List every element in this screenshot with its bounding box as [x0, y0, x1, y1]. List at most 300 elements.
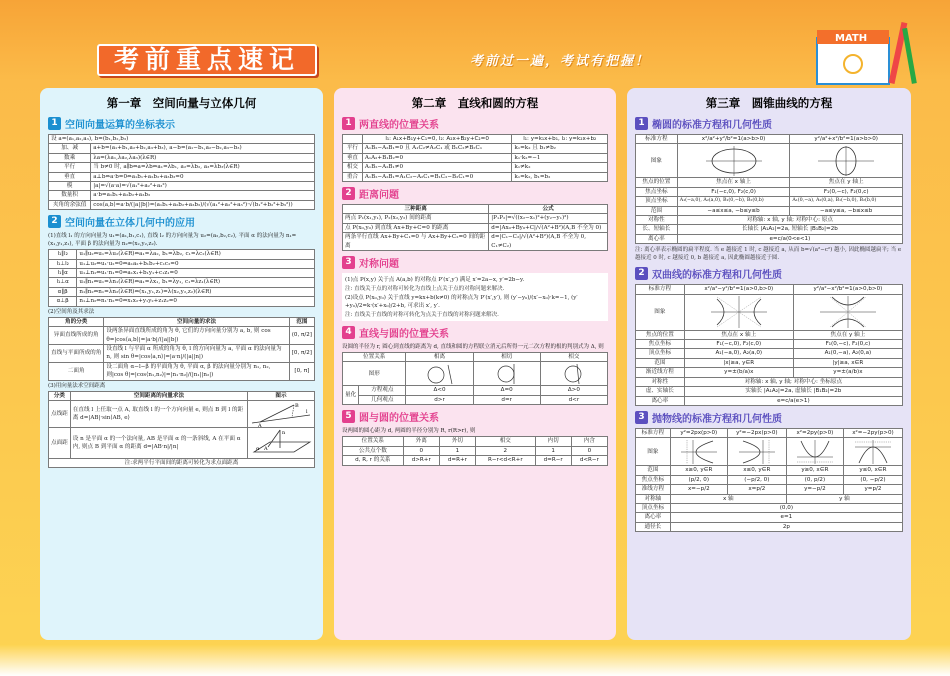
space-distance-table — [48, 391, 315, 469]
col-header: 位置关系 — [343, 437, 404, 446]
table-row — [343, 144, 608, 153]
row-value: d<R−r — [571, 456, 607, 465]
row-value: y=p/2 — [843, 485, 902, 494]
parabola-up-diagram — [795, 439, 835, 465]
ch2-section5-number: 5 — [342, 410, 355, 423]
row-label: 范围 — [636, 358, 685, 367]
row-label: 对称性 — [636, 216, 678, 225]
table-row — [49, 191, 315, 200]
row-value: y=±(a/b)x — [793, 368, 902, 377]
row-value: 对称轴: x 轴, y 轴; 对称中心: 原点 — [677, 216, 902, 225]
row-label: 渐近线方程 — [636, 368, 685, 377]
table-row — [636, 513, 903, 522]
col-header: 公式 — [489, 205, 608, 214]
table-header-row — [49, 391, 315, 400]
table-header-row — [636, 135, 903, 144]
row-label: 平行 — [49, 163, 91, 172]
row-label: 顶点坐标 — [636, 349, 685, 358]
vector-table-head: 设 a=(a₁,a₂,a₃), b=(b₁,b₂,b₃) — [49, 135, 315, 144]
ch1-section2-number: 2 — [48, 215, 61, 228]
row-label: 数量积 — [49, 191, 91, 200]
table-header-row — [343, 135, 608, 144]
table-row — [636, 387, 903, 396]
col-header: 标准方程 — [636, 428, 671, 437]
ch1-section2-header — [48, 214, 315, 229]
table-header-row — [49, 317, 315, 326]
row-value: (−p/2, 0) — [727, 475, 786, 484]
vector-coordinate-table — [48, 134, 315, 210]
table-row — [636, 178, 903, 187]
line-circle-table — [342, 352, 608, 405]
row-value: (0,0) — [670, 503, 902, 512]
row-value: d=|Ax₀+By₀+C|/√(A²+B²)(A,B 不全为 0) — [489, 223, 608, 232]
circle-line-separate-diagram — [422, 363, 456, 385]
ch3-section2-title: 双曲线的标准方程和几何性质 — [652, 270, 782, 282]
row-label: α⊥β — [49, 297, 77, 306]
row-value: x≤0, y∈R — [727, 466, 786, 475]
row-value: 当 b≠0 时, a∥b⇔a=λb⇔a₁=λb₁, a₂=λb₂, a₃=λb₃(λ∈R) — [91, 163, 315, 172]
table-row — [636, 438, 903, 466]
ch2-section4-title: 直线与圆的位置关系 — [359, 329, 449, 341]
point-line-figure — [248, 400, 315, 427]
row-label: 范围 — [636, 206, 678, 215]
parabola-table — [635, 428, 903, 532]
position-relation-table — [48, 249, 315, 306]
chapter2-panel — [334, 88, 616, 640]
row-value: A₁(−a,0), A₂(a,0), B₁(0,−b), B₂(0,b) — [677, 197, 790, 206]
row-label: 焦点的位置 — [636, 330, 685, 339]
chapter1-title: 第一章 空间向量与立体几何 — [106, 96, 257, 110]
table-row — [49, 182, 315, 191]
intersect-figure — [540, 362, 607, 386]
row-value: 焦点在 x 轴上 — [684, 330, 793, 339]
table-row — [49, 297, 315, 306]
row-value: d=r — [473, 395, 540, 404]
row-label: 垂直 — [49, 172, 91, 181]
table-row — [636, 330, 903, 339]
row-value: 2p — [670, 522, 902, 531]
space-angle-table — [48, 317, 315, 381]
row-label: 图象 — [636, 294, 685, 330]
row-value: k₁≠k₂ — [512, 163, 608, 172]
table-row — [49, 400, 315, 427]
row-value: k₁=k₂, b₁=b₂ — [512, 172, 608, 181]
table-row — [49, 458, 315, 467]
row-label: 重合 — [343, 172, 363, 181]
row-label: l₁⊥l₂ — [49, 259, 77, 268]
row-label: 离心率 — [636, 513, 671, 522]
row-value: d=|C₁−C₂|/√(A²+B²)(A,B 不全为 0, C₁≠C₂) — [489, 233, 608, 251]
table-row — [636, 466, 903, 475]
ch1-section1-title: 空间向量运算的坐标表示 — [65, 120, 175, 131]
row-value: F₁(−c,0), F₂(c,0) — [677, 187, 790, 196]
ellipse-table — [635, 134, 903, 244]
col-header: x²/a²+y²/b²=1(a>b>0) — [677, 135, 790, 144]
row-label: 焦点坐标 — [636, 340, 685, 349]
line-circle-intro: 设圆的半径为 r, 圆心到直线的距离为 d, 直线和圆的方程联立消元后所得一元二次方程的根的判别式为 Δ, 则 — [342, 344, 604, 351]
row-label: 二面角 — [49, 362, 104, 380]
row-value: R−r<d<R+r — [476, 456, 536, 465]
row-value: 1 — [535, 446, 571, 455]
row-value: 1 — [439, 446, 475, 455]
row-label: l₁∥α — [49, 269, 77, 278]
row-value: A₁B₂−A₂B₁=A₁C₂−A₂C₁=B₁C₂−B₂C₁=0 — [362, 172, 512, 181]
row-value: a⊥b⇔a·b=0⇔a₁b₁+a₂b₂+a₃b₃=0 — [91, 172, 315, 181]
row-label: 通径长 — [636, 522, 671, 531]
table-row — [49, 278, 315, 287]
row-value: A₁(−a,0), A₂(a,0) — [684, 349, 793, 358]
ch2-section5-title: 圆与圆的位置关系 — [359, 413, 439, 425]
row-label: 虚、实轴长 — [636, 387, 685, 396]
col-header: l₁: y=k₁x+b₁, l₂: y=k₂x+b₂ — [512, 135, 608, 144]
row-value: a+b=(a₁+b₁,a₂+b₂,a₃+b₃), a−b=(a₁−b₁,a₂−b₂,a₃−b₃) — [91, 144, 315, 153]
table-header-row — [636, 285, 903, 294]
point-plane-diagram — [250, 428, 312, 458]
ch2-section1-title: 两直线的位置关系 — [359, 120, 439, 131]
fig-label-A: A — [258, 422, 262, 427]
col-header: 图示 — [248, 391, 315, 400]
row-range: [0, π] — [289, 362, 314, 380]
row-value: d>r — [406, 395, 473, 404]
ellipse-x-diagram — [704, 145, 764, 177]
distance-intro: (3)用向量法求空间距离 — [48, 382, 106, 389]
figure-label: 图形 — [343, 362, 406, 386]
col-header: 角的分类 — [49, 317, 104, 326]
row-value: d=R−r — [535, 456, 571, 465]
row-label: 顶点坐标 — [636, 197, 678, 206]
row-label: 数乘 — [49, 153, 91, 162]
row-value: k₁=k₂ 且 b₁≠b₂ — [512, 144, 608, 153]
row-label: 加、减 — [49, 144, 91, 153]
math-book-icon — [815, 18, 925, 88]
point-plane-figure — [248, 427, 315, 458]
parabola-left-figure — [727, 438, 786, 466]
col-header: y²/a²+x²/b²=1(a>b>0) — [790, 135, 903, 144]
ellipse-y-figure — [790, 144, 903, 178]
row-value: x=−p/2 — [670, 485, 727, 494]
col-header: 标准方程 — [636, 285, 685, 294]
col-header: 位置关系 — [343, 353, 406, 362]
row-value: k₁·k₂=−1 — [512, 153, 608, 162]
page-title: 考前重点速记 — [97, 44, 317, 76]
row-value: F₁(0,−c), F₂(0,c) — [790, 187, 903, 196]
ch3-section2-number: 2 — [635, 267, 648, 280]
row-value: A₁(0,−a), A₂(0,a) — [793, 349, 902, 358]
table-row — [49, 163, 315, 172]
ch2-section3-number: 3 — [342, 256, 355, 269]
table-row — [636, 294, 903, 330]
chapter2-title: 第二章 直线和圆的方程 — [411, 96, 539, 110]
table-row — [343, 233, 608, 251]
row-label: 相交 — [343, 163, 363, 172]
symmetry-point-note: 注: 直线关于点的对称可转化为直线上点关于点的对称问题来解决. — [345, 286, 505, 293]
row-value: Δ>0 — [540, 386, 607, 395]
col-header: y²/a²−x²/b²=1(a>0,b>0) — [793, 285, 902, 294]
row-value: Δ=0 — [473, 386, 540, 395]
row-label: 范围 — [636, 466, 671, 475]
col-header: y²=−2px(p>0) — [727, 428, 786, 437]
ch1-section1-number: 1 — [48, 117, 61, 130]
circle-circle-table — [342, 436, 608, 465]
table-row — [49, 344, 315, 362]
row-value: (p/2, 0) — [670, 475, 727, 484]
table-header-row — [343, 205, 608, 214]
ch2-section2-title: 距离问题 — [359, 190, 399, 202]
ch3-section3-header — [635, 410, 903, 425]
col-header: 相切 — [473, 353, 540, 362]
hyperbola-table — [635, 284, 903, 406]
col-header: 外离 — [403, 437, 439, 446]
row-value: 设二面角 α−l−β 的平面角为 θ, 平面 α, β 的法向量分别为 n₁, n₂, 则|cos θ|=|cos⟨n₁,n₂⟩|=|n₁·n₂|/(|n₁||n₂|) — [104, 362, 289, 380]
row-label: 两点 P₁(x₁,y₁), P₂(x₂,y₂) 间的距离 — [343, 214, 489, 223]
row-value: u₁∥n₁⇔u₁=λn₁(λ∈R)⇔a₁=λx₁, b₁=λy₁, c₁=λz₁(λ∈R) — [77, 278, 315, 287]
table-row — [343, 456, 608, 465]
table-header-row — [636, 428, 903, 437]
row-value: y≤0, x∈R — [843, 466, 902, 475]
col-header: 相离 — [406, 353, 473, 362]
parabola-down-figure — [843, 438, 902, 466]
math-book-label: MATH — [835, 33, 868, 44]
table-row — [636, 368, 903, 377]
row-range: [0, π/2] — [289, 344, 314, 362]
row-value: y=±(b/a)x — [684, 368, 793, 377]
symmetry-line-note: 注: 直线关于直线的对称可转化为点关于直线的对称问题来解决. — [345, 312, 499, 319]
row-value: 在直线 l 上任取一点 A, 取直线 l 的一个方向向量 e, 则点 B 到 l 的距离 d=|AB|·sin⟨AB, e⟩ — [70, 400, 247, 427]
ch2-section2-header — [342, 186, 608, 201]
ellipse-x-figure — [677, 144, 790, 178]
row-value: u₁∥u₂⇔u₁=λu₂(λ∈R)⇔a₁=λa₂, b₁=λb₂, c₁=λc₂(λ∈R) — [77, 250, 315, 259]
ch3-section3-title: 抛物线的标准方程和几何性质 — [652, 413, 782, 425]
table-row — [636, 144, 903, 178]
table-row — [49, 269, 315, 278]
table-row — [636, 234, 903, 243]
col-header: 空间距离的向量求法 — [70, 391, 247, 400]
row-value: F₁(0,−c), F₂(0,c) — [793, 340, 902, 349]
row-label: 方程观点 — [359, 386, 406, 395]
row-value: e=c/a(e>1) — [684, 396, 902, 405]
row-label: 夹角的余弦值 — [49, 200, 91, 209]
row-value: A₁A₂+B₁B₂=0 — [362, 153, 512, 162]
ch3-section1-title: 椭圆的标准方程和几何性质 — [652, 120, 772, 131]
row-label: 图象 — [636, 144, 678, 178]
angle-intro: (2)空间角及其求法 — [48, 308, 95, 315]
row-label: 焦点的位置 — [636, 178, 678, 187]
symmetry-box — [342, 273, 608, 321]
row-label: 异面直线所成的角 — [49, 327, 104, 345]
bottom-strip — [0, 645, 950, 676]
col-header: x²/a²−y²/b²=1(a>0,b>0) — [684, 285, 793, 294]
row-label: α∥β — [49, 287, 77, 296]
table-row — [636, 216, 903, 225]
table-row — [343, 214, 608, 223]
row-label: 点 P(x₀,y₀) 到直线 Ax+By+C=0 的距离 — [343, 223, 489, 232]
circle-line-intersect-diagram — [557, 363, 591, 385]
col-header: l₁: A₁x+B₁y+C₁=0, l₂: A₂x+B₂y+C₂=0 — [362, 135, 512, 144]
table-row — [636, 503, 903, 512]
table-row — [343, 153, 608, 162]
table-row — [636, 522, 903, 531]
row-label: 模 — [49, 182, 91, 191]
table-row — [343, 386, 608, 395]
col-header: 相交 — [476, 437, 536, 446]
row-value: 实轴长 |A₁A₂|=2a, 虚轴长 |B₁B₂|=2b — [684, 387, 902, 396]
table-row — [636, 206, 903, 215]
table-header-row — [343, 437, 608, 446]
parabola-left-diagram — [737, 439, 777, 465]
row-label: 准线方程 — [636, 485, 671, 494]
row-value: n₁∥n₂⇔n₁=λn₂(λ∈R)⇔(x₁,y₁,z₁)=λ(x₂,y₂,z₂)(λ∈R) — [77, 287, 315, 296]
row-label: l₁∥l₂ — [49, 250, 77, 259]
row-value: 长轴长 |A₁A₂|=2a, 短轴长 |B₁B₂|=2b — [677, 225, 902, 234]
table-row — [343, 163, 608, 172]
table-row — [49, 427, 315, 458]
table-row — [343, 223, 608, 232]
row-value: |P₁P₂|=√((x₂−x₁)²+(y₂−y₁)²) — [489, 214, 608, 223]
row-value: y≥0, x∈R — [786, 466, 843, 475]
table-row — [49, 250, 315, 259]
row-value: d=R+r — [439, 456, 475, 465]
quantify-label: 量化 — [343, 386, 359, 405]
col-header: x²=−2py(p>0) — [843, 428, 902, 437]
row-value: e=c/a(0<e<1) — [677, 234, 902, 243]
row-value: d<r — [540, 395, 607, 404]
line-relation-table — [342, 134, 608, 182]
table-row — [636, 494, 903, 503]
row-label: 离心率 — [636, 396, 685, 405]
table-row — [49, 153, 315, 162]
col-header: 范围 — [289, 317, 314, 326]
row-value: y 轴 — [786, 494, 902, 503]
row-label: 垂直 — [343, 153, 363, 162]
col-header: 内切 — [535, 437, 571, 446]
row-label: 平行 — [343, 144, 363, 153]
row-label: 几何观点 — [359, 395, 406, 404]
row-label: 点线距 — [49, 400, 71, 427]
circle-circle-intro: 设两圆的圆心距为 d, 两圆的半径分别为 R, r(R>r), 则 — [342, 428, 476, 435]
row-label: 两条平行直线 Ax+By+C₁=0 与 Ax+By+C₂=0 间的距离 — [343, 233, 489, 251]
row-value: −a≤x≤a, −b≤y≤b — [677, 206, 790, 215]
ch3-section3-number: 3 — [635, 411, 648, 424]
row-value: 设直线 l 与平面 α 所成的角为 θ, l 的方向向量为 a, 平面 α 的法向量为 n, 则 sin θ=|cos⟨a,n⟩|=|a·n|/(|a||n|) — [104, 344, 289, 362]
ellipse-note: 注: 离心率表示椭圆的扁平程度. 当 e 越接近 1 时, c 越接近 a, 从而 b=√(a²−c²) 越小, 因此椭圆越扁平; 当 e 越接近 0 时, c 越接近 0, b 越接近 a, 因此椭圆越接近于圆. — [635, 247, 902, 262]
table-row — [343, 172, 608, 181]
row-label: 焦点坐标 — [636, 187, 678, 196]
tangent-figure — [473, 362, 540, 386]
ch2-section5-header — [342, 409, 608, 424]
row-value: 焦点在 x 轴上 — [677, 178, 790, 187]
fig-label-alpha: α — [256, 445, 260, 452]
row-value: |x|≥a, y∈R — [684, 358, 793, 367]
row-value: |y|≥a, x∈R — [793, 358, 902, 367]
ch2-section3-header — [342, 255, 608, 270]
row-label: 对称轴 — [636, 494, 671, 503]
row-value: (0, −p/2) — [843, 475, 902, 484]
symmetry-line: (2)设点 P(x₀,y₀) 关于直线 y=kx+b(k≠0) 的对称点为 P′(x′,y′), 则 (y′−y₀)/(x′−x₀)·k=−1, (y′+y₀)/2=k·(x′+x₀)/2+b, 可求出 x′, y′. — [345, 295, 578, 310]
table-row — [49, 287, 315, 296]
row-value: x≥0, y∈R — [670, 466, 727, 475]
col-header: 三种距离 — [343, 205, 489, 214]
ch2-section4-number: 4 — [342, 326, 355, 339]
chapter1-panel — [40, 88, 323, 640]
col-header: 分类 — [49, 391, 71, 400]
col-header: 内含 — [571, 437, 607, 446]
ch1-section2-intro: (1)直线 l₁ 的方向向量为 u₁=(a₁,b₁,c₁), 直线 l₂ 的方向向量为 u₂=(a₂,b₂,c₂), 平面 α 的法向量为 n₁=(x₁,y₁,z₁), 平面 β 的法向量为 n₂=(x₂,y₂,z₂). — [48, 233, 297, 248]
table-row — [636, 396, 903, 405]
col-header: 外切 — [439, 437, 475, 446]
row-label: l₁⊥α — [49, 278, 77, 287]
fig-label-n: n — [282, 429, 286, 436]
ch1-section2-title: 空间向量在立体几何中的应用 — [65, 218, 195, 230]
parabola-down-diagram — [853, 439, 893, 465]
row-label: 离心率 — [636, 234, 678, 243]
distance-note: 注:求两平行平面间的距离可转化为求点面距离 — [49, 458, 315, 467]
hyperbola-x-diagram — [709, 295, 769, 329]
row-value: 设 n 是平面 α 的一个法向量, AB 是平面 α 的一条斜线, A 在平面 α 内, 则点 B 到平面 α 的距离 d=|AB·n|/|n| — [70, 427, 247, 458]
row-label: 直线与平面所成的角 — [49, 344, 104, 362]
table-row — [343, 446, 608, 455]
parabola-right-figure — [670, 438, 727, 466]
col-header: x²=2py(p>0) — [786, 428, 843, 437]
hyperbola-y-figure — [793, 294, 902, 330]
chapter3-panel — [627, 88, 911, 640]
row-value: u₁⊥u₂⇔u₁·u₂=0⇔a₁a₂+b₁b₂+c₁c₂=0 — [77, 259, 315, 268]
table-row — [343, 362, 608, 386]
col-header: 相交 — [540, 353, 607, 362]
table-row — [49, 362, 315, 380]
row-value: λa=(λa₁,λa₂,λa₃)(λ∈R) — [91, 153, 315, 162]
row-label: 公共点个数 — [343, 446, 404, 455]
header — [0, 0, 950, 90]
row-value: A₁B₂−A₂B₁=0 且 A₁C₂≠A₂C₁ 或 B₁C₂≠B₂C₁ — [362, 144, 512, 153]
row-label: 顶点坐标 — [636, 503, 671, 512]
row-value: |a|=√(a·a)=√(a₁²+a₂²+a₃²) — [91, 182, 315, 191]
row-value: A₁(0,−a), A₂(0,a), B₁(−b,0), B₂(b,0) — [790, 197, 903, 206]
table-row — [49, 327, 315, 345]
row-label: 长、短轴长 — [636, 225, 678, 234]
row-label: 焦点坐标 — [636, 475, 671, 484]
symmetry-point: (1)点 P(x,y) 关于点 A(a,b) 的对称点 P′(x′,y′) 满足 x′=2a−x, y′=2b−y. — [345, 277, 525, 284]
fig-label-A2: A — [264, 445, 268, 452]
ch2-section1-header — [342, 116, 608, 131]
fig-label-B: B — [295, 402, 299, 409]
ch3-section1-header — [635, 116, 903, 131]
table-row — [636, 358, 903, 367]
row-value: Δ<0 — [406, 386, 473, 395]
chapter3-title: 第三章 圆锥曲线的方程 — [705, 96, 833, 110]
ch2-section3-title: 对称问题 — [359, 259, 399, 271]
col-header: 空间向量的求法 — [104, 317, 289, 326]
row-label: d, R, r 的关系 — [343, 456, 404, 465]
row-value: cos⟨a,b⟩=a·b/(|a||b|)=(a₁b₁+a₂b₂+a₃b₃)/(√(a₁²+a₂²+a₃²)·√(b₁²+b₂²+b₃²)) — [91, 200, 315, 209]
row-value: x=p/2 — [727, 485, 786, 494]
row-value: (0, p/2) — [786, 475, 843, 484]
row-value: 0 — [571, 446, 607, 455]
row-label: 对称性 — [636, 377, 685, 386]
row-value: y=−p/2 — [786, 485, 843, 494]
row-value: x 轴 — [670, 494, 786, 503]
row-range: (0, π/2] — [289, 327, 314, 345]
row-value: u₁⊥n₁⇔u₁·n₁=0⇔a₁x₁+b₁y₁+c₁z₁=0 — [77, 269, 315, 278]
distance-table — [342, 204, 608, 251]
separate-figure — [406, 362, 473, 386]
table-row — [49, 200, 315, 209]
row-value: a·b=a₁b₁+a₂b₂+a₃b₃ — [91, 191, 315, 200]
row-value: 焦点在 y 轴上 — [790, 178, 903, 187]
hyperbola-x-figure — [684, 294, 793, 330]
table-row — [49, 172, 315, 181]
ch2-section2-number: 2 — [342, 187, 355, 200]
parabola-up-figure — [786, 438, 843, 466]
